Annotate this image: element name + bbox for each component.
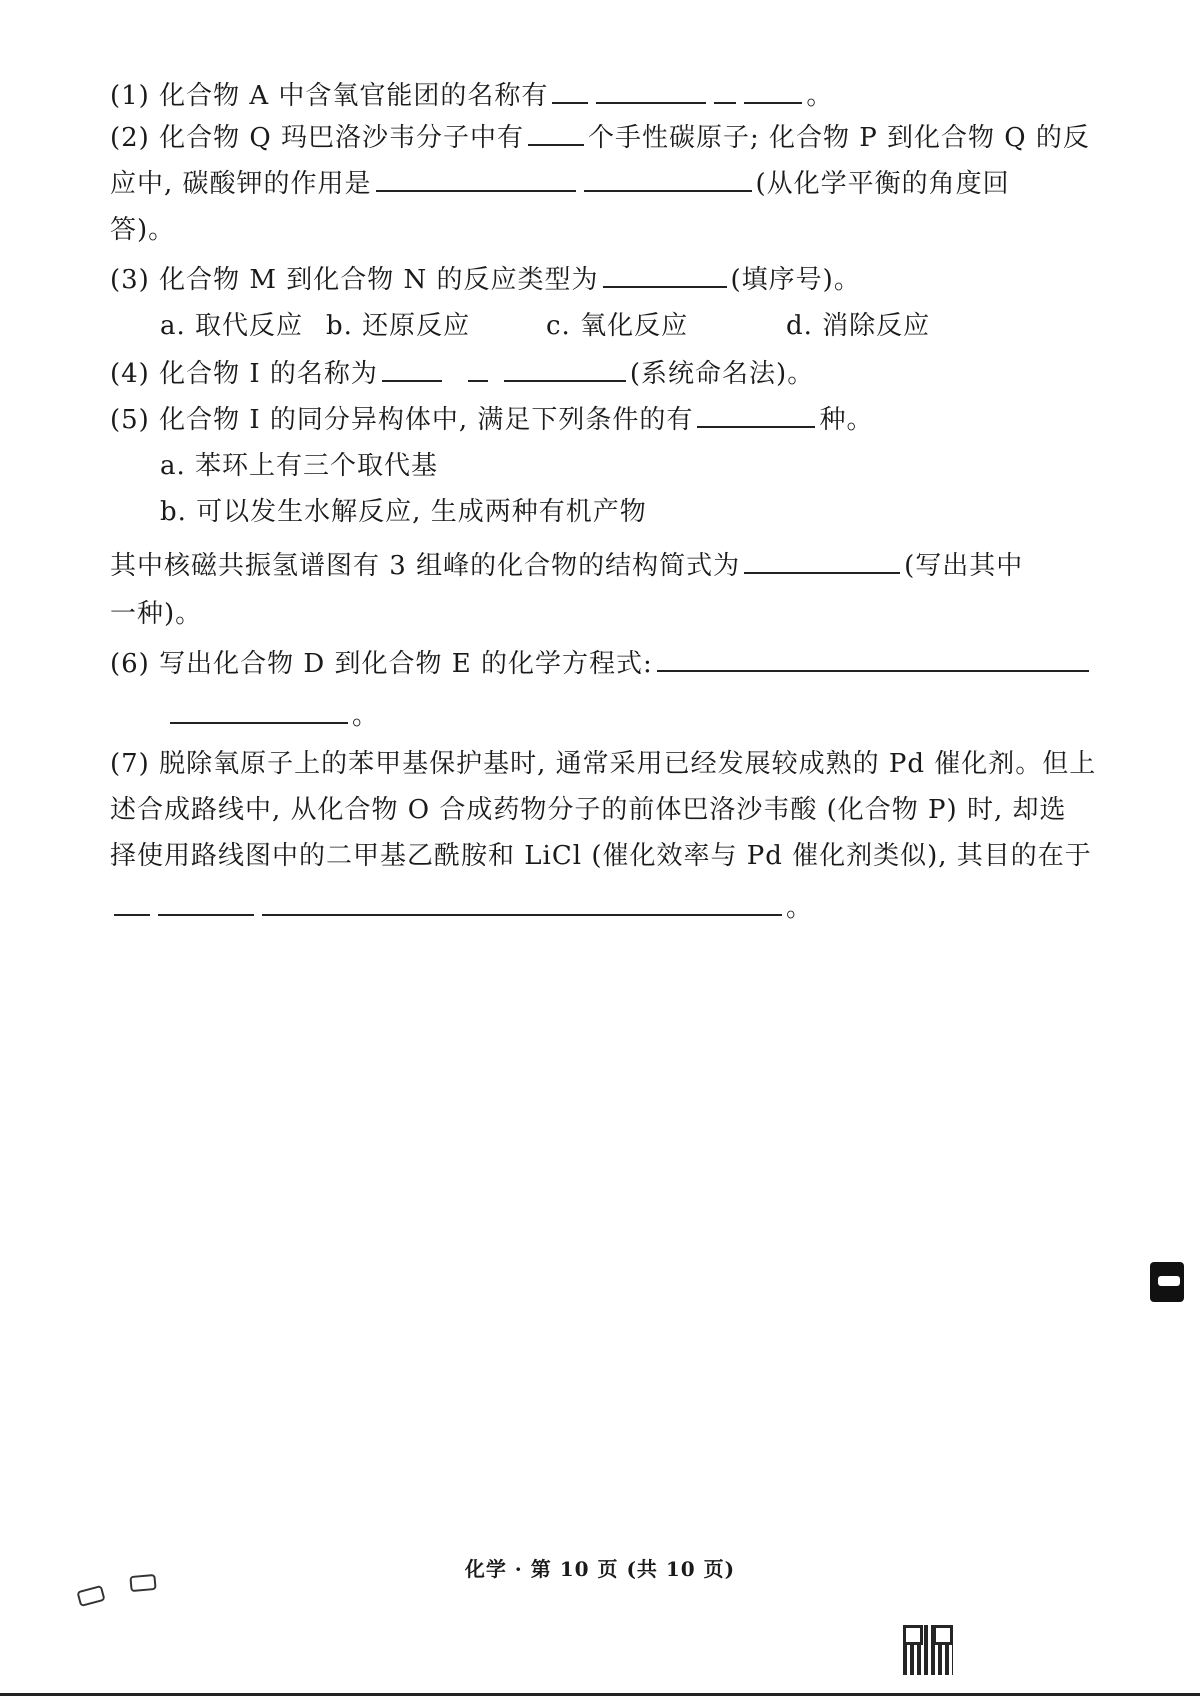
q5-condition-b-text: b. 可以发生水解反应, 生成两种有机产物: [160, 497, 647, 527]
question-7-line-3: [110, 836, 1090, 876]
q2-role-blank[interactable]: [376, 166, 576, 192]
q6-period: 。: [352, 701, 380, 731]
q7-period: 。: [786, 893, 814, 923]
page-footer: 化学 · 第 10 页 (共 10 页): [464, 1557, 736, 1581]
question-7-line-1: [110, 744, 1097, 784]
q3-option-b: b. 还原反应: [326, 311, 471, 341]
q1-answer-blank[interactable]: [714, 78, 736, 104]
q5-followup-hint: (写出其中: [904, 551, 1024, 581]
question-4: [110, 354, 1090, 394]
q7-answer-blank[interactable]: [114, 890, 150, 916]
question-2-line-1: [110, 118, 1090, 158]
qr-code-icon: [903, 1625, 953, 1675]
q2-role-blank[interactable]: [584, 166, 752, 192]
q2-text-line3: 答)。: [110, 215, 176, 245]
q5-followup-end: 一种)。: [110, 599, 203, 629]
q7-text-line1: (7) 脱除氧原子上的苯甲基保护基时, 通常采用已经发展较成熟的 Pd 催化剂。但上: [110, 749, 1097, 779]
q5-count-blank[interactable]: [697, 402, 815, 428]
q2-text-line2: 应中, 碳酸钾的作用是: [110, 169, 372, 199]
scan-artifact-mark: [76, 1585, 105, 1607]
q1-answer-blank[interactable]: [596, 78, 706, 104]
q1-period: 。: [806, 81, 834, 111]
q2-chiral-count-blank[interactable]: [528, 120, 584, 146]
q3-options: [160, 306, 1140, 346]
question-2-line-3: [110, 210, 1090, 250]
question-5: [110, 400, 1090, 440]
q3-hint: (填序号)。: [730, 265, 861, 295]
q5-followup-line-1: [110, 546, 1090, 586]
q7-text-line2: 述合成路线中, 从化合物 O 合成药物分子的前体巴洛沙韦酸 (化合物 P) 时, 却选: [110, 795, 1067, 825]
q4-answer-blank[interactable]: [504, 356, 626, 382]
q6-equation-blank-continued[interactable]: [170, 698, 348, 724]
q4-answer-blank[interactable]: [382, 356, 442, 382]
q5-unit: 种。: [819, 405, 874, 435]
q5-structure-blank[interactable]: [744, 548, 900, 574]
bottom-rule: [0, 1693, 1200, 1696]
question-1: [110, 76, 1090, 116]
q2-hint: (从化学平衡的角度回: [755, 169, 1010, 199]
q2-text: (2) 化合物 Q 玛巴洛沙韦分子中有: [110, 123, 524, 153]
q4-answer-blank[interactable]: [468, 356, 488, 382]
q5-condition-a: [160, 446, 1140, 486]
q7-answer-blank[interactable]: [158, 890, 254, 916]
q5-followup-line-2: [110, 594, 1090, 634]
question-6: [110, 644, 1090, 684]
q6-text: (6) 写出化合物 D 到化合物 E 的化学方程式:: [110, 649, 653, 679]
question-3: [110, 260, 1090, 300]
q3-answer-blank[interactable]: [603, 262, 727, 288]
question-6-line-2: [110, 696, 1090, 736]
q3-option-d: d. 消除反应: [786, 311, 931, 341]
q1-text: (1) 化合物 A 中含氧官能团的名称有: [110, 81, 549, 111]
q4-text: (4) 化合物 I 的名称为: [110, 359, 378, 389]
q5-text: (5) 化合物 I 的同分异构体中, 满足下列条件的有: [110, 405, 694, 435]
q2-text-continued: 个手性碳原子; 化合物 P 到化合物 Q 的反: [587, 123, 1090, 153]
q1-answer-blank[interactable]: [744, 78, 802, 104]
q1-answer-blank[interactable]: [552, 78, 588, 104]
q4-hint: (系统命名法)。: [629, 359, 815, 389]
scan-edge-mark: [1150, 1262, 1184, 1302]
q3-option-c: c. 氧化反应: [546, 311, 689, 341]
q3-text: (3) 化合物 M 到化合物 N 的反应类型为: [110, 265, 599, 295]
question-2-line-2: [110, 164, 1090, 204]
question-7-line-2: [110, 790, 1090, 830]
q6-equation-blank[interactable]: [657, 646, 1089, 672]
question-7-line-4: [110, 888, 1090, 928]
q5-condition-a-text: a. 苯环上有三个取代基: [160, 451, 439, 481]
q5-condition-b: [160, 492, 1140, 532]
q7-answer-blank[interactable]: [262, 890, 782, 916]
q5-followup-text: 其中核磁共振氢谱图有 3 组峰的化合物的结构简式为: [110, 551, 741, 581]
q3-option-a: a. 取代反应: [160, 311, 304, 341]
q7-text-line3: 择使用路线图中的二甲基乙酰胺和 LiCl (催化效率与 Pd 催化剂类似), 其目的在于: [110, 841, 1092, 871]
